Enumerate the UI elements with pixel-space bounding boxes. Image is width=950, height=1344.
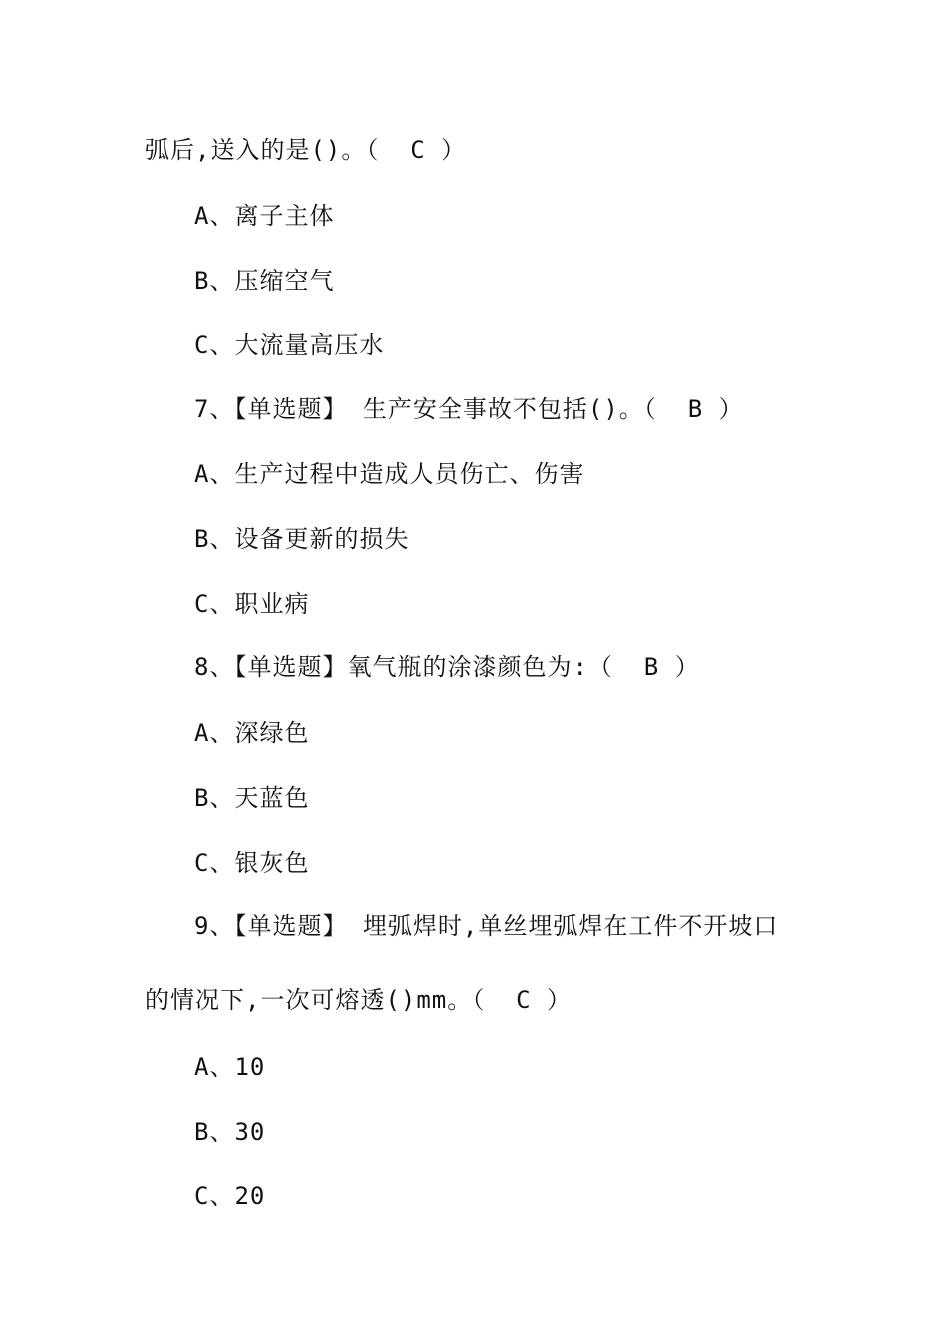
- q6-option-b: B、压缩空气: [194, 267, 335, 295]
- q6-option-a: A、离子主体: [194, 202, 335, 230]
- q8-option-b: B、天蓝色: [194, 784, 310, 812]
- q7-option-b: B、设备更新的损失: [194, 525, 410, 553]
- q7-option-a: A、生产过程中造成人员伤亡、伤害: [194, 460, 585, 488]
- question-8: 8、【单选题】氧气瓶的涂漆颜色为:（ B ）: [194, 653, 700, 681]
- q9-option-a: A、10: [194, 1053, 266, 1081]
- q6-option-c: C、大流量高压水: [194, 331, 385, 359]
- question-9: 9、【单选题】 埋弧焊时,单丝埋弧焊在工件不开坡口: [194, 912, 779, 940]
- question-7: 7、【单选题】 生产安全事故不包括()。（ B ）: [194, 395, 744, 423]
- q7-option-c: C、职业病: [194, 590, 310, 618]
- q8-option-a: A、深绿色: [194, 719, 310, 747]
- q8-option-c: C、银灰色: [194, 849, 310, 877]
- q9-option-b: B、30: [194, 1118, 266, 1146]
- question-9-continuation: 的情况下,一次可熔透()mm。（ C ）: [145, 986, 573, 1014]
- q9-option-c: C、20: [194, 1182, 266, 1210]
- question-6-continuation: 弧后,送入的是()。（ C ）: [145, 136, 467, 164]
